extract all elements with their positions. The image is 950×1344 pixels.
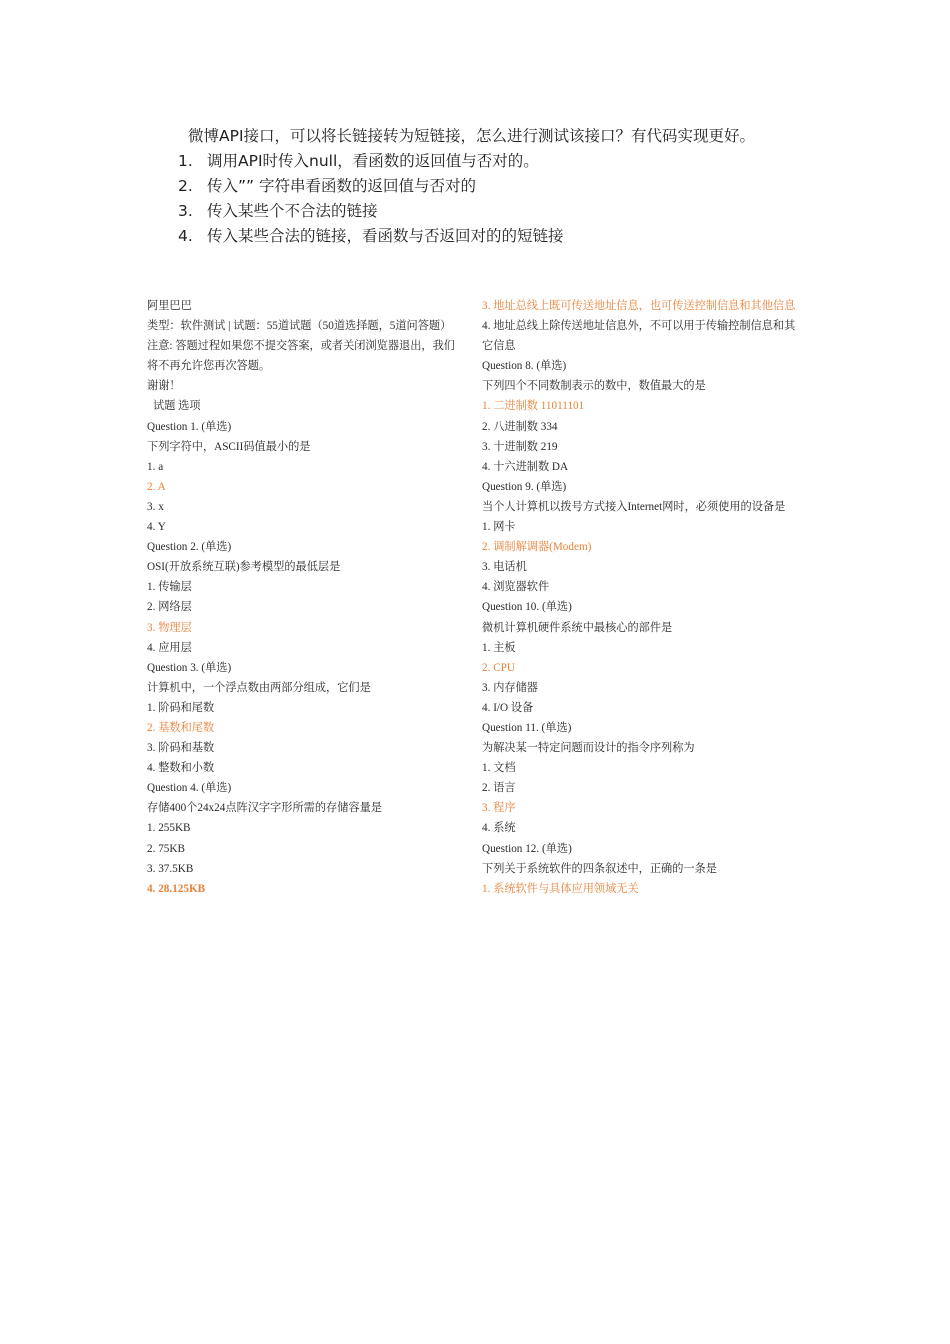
question-option: 1. a — [147, 460, 164, 473]
exam-thanks: 谢谢！ — [147, 380, 181, 393]
exam-column-headers: 试题 选项 — [153, 400, 201, 413]
question-label: Question 1. (单选) — [147, 420, 232, 433]
question-option-answer: 2. A — [147, 480, 166, 493]
question-option: 1. 传输层 — [147, 581, 192, 594]
question-option-continued: 它信息 — [482, 340, 516, 353]
question-option: 3. 内存储器 — [482, 681, 538, 694]
test-step-number: 3. — [178, 202, 193, 220]
question-option: 4. 十六进制数 DA — [482, 460, 569, 473]
question-label: Question 10. (单选) — [482, 601, 572, 614]
question-option-answer-line — [482, 296, 817, 316]
question-option: 4. 系统 — [482, 822, 516, 835]
question-option: 3. 37.5KB — [147, 862, 194, 875]
question-option-answer: 1. 系统软件与具体应用领域无关 — [482, 882, 639, 895]
question-option: 4. 地址总线上除传送地址信息外，不可以用于传输控制信息和其 — [482, 320, 796, 333]
test-step — [178, 174, 476, 198]
question-label: Question 9. (单选) — [482, 480, 567, 493]
question-label: Question 4. (单选) — [147, 782, 232, 795]
question-label: Question 11. (单选) — [482, 721, 572, 734]
question-option: 4. 浏览器软件 — [482, 581, 550, 594]
question-option: 1. 网卡 — [482, 521, 516, 534]
question-option: 1. 主板 — [482, 641, 516, 654]
question-option: 4. 应用层 — [147, 641, 192, 654]
exam-notice-line: 注意: 答题过程如果您不提交答案，或者关闭浏览器退出，我们 — [147, 340, 455, 353]
test-step-text: 传入某些合法的链接，看函数与否返回对的的短链接 — [207, 227, 564, 245]
question-option-answer: 3. 程序 — [482, 802, 516, 815]
question-option-answer: 3. 地址总线上既可传送地址信息，也可传送控制信息和其他信息 — [482, 300, 796, 312]
interview-question: 微博API接口，可以将长链接转为短链接，怎么进行测试该接口？有代码实现更好。 — [188, 127, 756, 145]
question-option: 1. 255KB — [147, 822, 191, 835]
question-text: 下列字符中，ASCII码值最小的是 — [147, 440, 311, 453]
question-label: Question 2. (单选) — [147, 541, 232, 554]
test-step-text: 传入”” 字符串看函数的返回值与否对的 — [207, 177, 476, 195]
exam-notice-line: 将不再允许您再次答题。 — [147, 360, 271, 373]
exam-right-column — [482, 296, 817, 899]
question-text: 当个人计算机以拨号方式接入Internet网时，必须使用的设备是 — [482, 500, 786, 513]
question-option: 4. 整数和小数 — [147, 762, 215, 775]
question-option-answer: 1. 二进制数 11011101 — [482, 400, 585, 413]
test-step-number: 1. — [178, 152, 193, 170]
question-option: 4. I/O 设备 — [482, 701, 534, 714]
question-option: 1. 阶码和尾数 — [147, 701, 215, 714]
question-option-answer: 2. 基数和尾数 — [147, 721, 215, 734]
question-option: 3. x — [147, 500, 164, 513]
question-option-answer: 2. 调制解调器(Modem) — [482, 541, 592, 554]
question-option-answer: 3. 物理层 — [147, 621, 192, 634]
question-text: OSI(开放系统互联)参考模型的最低层是 — [147, 561, 341, 574]
question-text: 计算机中，一个浮点数由两部分组成，它们是 — [147, 681, 371, 694]
question-label: Question 3. (单选) — [147, 661, 232, 674]
question-text: 存储400个24x24点阵汉字字形所需的存储容量是 — [147, 802, 382, 815]
question-option: 3. 电话机 — [482, 561, 527, 574]
question-option: 1. 文档 — [482, 762, 516, 775]
question-text: 为解决某一特定问题而设计的指令序列称为 — [482, 742, 695, 755]
test-step — [178, 224, 564, 248]
test-step-number: 4. — [178, 227, 193, 245]
question-option: 2. 八进制数 334 — [482, 420, 558, 433]
question-text: 微机计算机硬件系统中最核心的部件是 — [482, 621, 673, 634]
question-text: 下列四个不同数制表示的数中，数值最大的是 — [482, 380, 706, 393]
question-option: 2. 语言 — [482, 782, 516, 795]
test-step — [178, 149, 539, 173]
test-step — [178, 199, 378, 223]
exam-type-line: 类型：软件测试 | 试题：55道试题（50道选择题，5道问答题） — [147, 320, 452, 333]
question-option: 2. 75KB — [147, 842, 185, 855]
test-step-text: 调用API时传入null，看函数的返回值与否对的。 — [207, 152, 539, 170]
question-option-answer: 4. 28.125KB — [147, 882, 206, 895]
question-label: Question 8. (单选) — [482, 360, 567, 373]
question-option: 3. 阶码和基数 — [147, 742, 215, 755]
question-option: 4. Y — [147, 521, 166, 534]
exam-company: 阿里巴巴 — [147, 300, 192, 312]
exam-left-column — [147, 296, 477, 899]
test-step-number: 2. — [178, 177, 193, 195]
test-step-text: 传入某些个不合法的链接 — [207, 202, 378, 220]
question-option: 2. 网络层 — [147, 601, 192, 614]
question-text: 下列关于系统软件的四条叙述中，正确的一条是 — [482, 862, 717, 875]
question-option: 3. 十进制数 219 — [482, 440, 558, 453]
question-option-answer: 2. CPU — [482, 661, 515, 674]
question-label: Question 12. (单选) — [482, 842, 572, 855]
